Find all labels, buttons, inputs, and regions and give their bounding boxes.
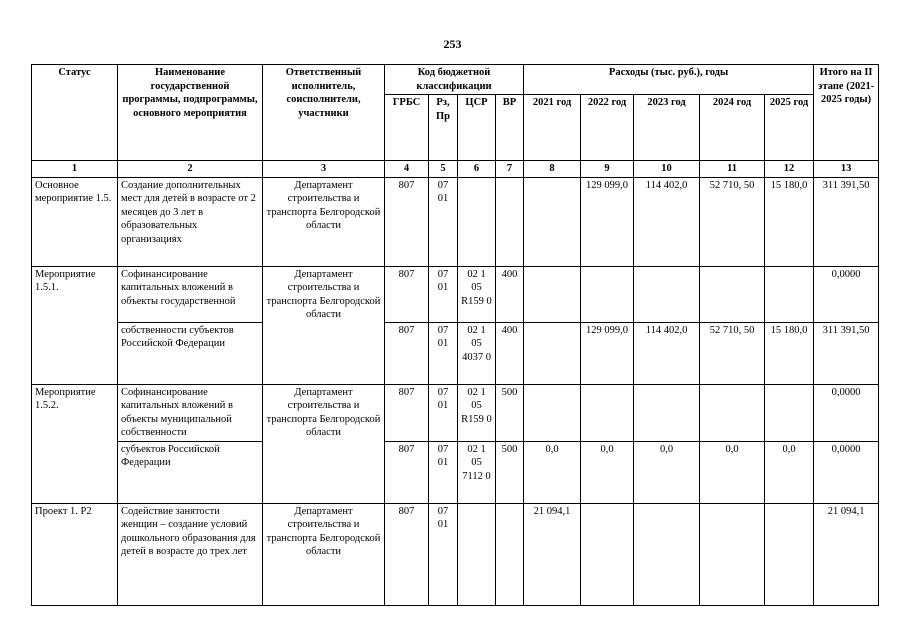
header-2021: 2021 год <box>524 95 581 161</box>
y2025-cell <box>765 384 814 441</box>
rzpr-cell: 07 01 <box>429 177 458 266</box>
name-cell: собственности субъектов Российской Федерации <box>118 322 263 384</box>
y2021-cell <box>524 322 581 384</box>
rzpr-cell: 07 01 <box>429 266 458 322</box>
col-number: 6 <box>458 161 496 178</box>
grbs-cell: 807 <box>385 384 429 441</box>
header-status: Статус <box>32 65 118 161</box>
header-csr: ЦСР <box>458 95 496 161</box>
vr-cell: 500 <box>496 441 524 503</box>
total-cell: 311 391,50 <box>814 177 879 266</box>
col-number: 5 <box>429 161 458 178</box>
rzpr-cell: 07 01 <box>429 322 458 384</box>
executor-cell: Департамент строительства и транспорта Белгородской области <box>263 384 385 503</box>
header-name: Наименование государственной программы, подпрограммы, основного мероприятия <box>118 65 263 161</box>
y2023-cell <box>634 266 700 322</box>
table-row <box>32 441 879 503</box>
y2022-cell <box>581 503 634 605</box>
y2021-cell: 21 094,1 <box>524 503 581 605</box>
col-number: 4 <box>385 161 429 178</box>
total-cell: 0,0000 <box>814 441 879 503</box>
y2024-cell <box>700 384 765 441</box>
vr-cell: 500 <box>496 384 524 441</box>
y2021-cell: 0,0 <box>524 441 581 503</box>
csr-cell: 02 1 05 7112 0 <box>458 441 496 503</box>
grbs-cell: 807 <box>385 177 429 266</box>
header-grbs: ГРБС <box>385 95 429 161</box>
column-number-row <box>32 161 879 178</box>
col-number: 1 <box>32 161 118 178</box>
grbs-cell: 807 <box>385 266 429 322</box>
vr-cell: 400 <box>496 266 524 322</box>
header-expenses: Расходы (тыс. руб.), годы <box>524 65 814 95</box>
table-row <box>32 322 879 384</box>
name-cell: Содействие занятости женщин – создание условий дошкольного образования для детей в возрасте до трех лет <box>118 503 263 605</box>
header-2025: 2025 год <box>765 95 814 161</box>
name-cell: Софинансирование капитальных вложений в объекты муниципальной собственности <box>118 384 263 441</box>
col-number: 9 <box>581 161 634 178</box>
table-row <box>32 384 879 441</box>
y2023-cell <box>634 503 700 605</box>
header-rzpr: Рз, Пр <box>429 95 458 161</box>
y2024-cell: 52 710, 50 <box>700 177 765 266</box>
vr-cell <box>496 503 524 605</box>
y2021-cell <box>524 384 581 441</box>
table-row <box>32 503 879 605</box>
total-cell: 21 094,1 <box>814 503 879 605</box>
y2024-cell: 0,0 <box>700 441 765 503</box>
y2024-cell: 52 710, 50 <box>700 322 765 384</box>
name-cell: субъектов Российской Федерации <box>118 441 263 503</box>
header-total: Итого на II этапе (2021-2025 годы) <box>814 65 879 161</box>
col-number: 2 <box>118 161 263 178</box>
header-budget-code: Код бюджетной классификации <box>385 65 524 95</box>
header-2024: 2024 год <box>700 95 765 161</box>
table-row <box>32 266 879 322</box>
rzpr-cell: 07 01 <box>429 384 458 441</box>
csr-cell <box>458 177 496 266</box>
col-number: 3 <box>263 161 385 178</box>
total-cell: 311 391,50 <box>814 322 879 384</box>
col-number: 12 <box>765 161 814 178</box>
y2022-cell <box>581 384 634 441</box>
y2021-cell <box>524 266 581 322</box>
csr-cell <box>458 503 496 605</box>
status-cell: Мероприятие 1.5.2. <box>32 384 118 503</box>
status-cell: Мероприятие 1.5.1. <box>32 266 118 384</box>
y2024-cell <box>700 266 765 322</box>
csr-cell: 02 1 05 4037 0 <box>458 322 496 384</box>
y2025-cell: 15 180,0 <box>765 322 814 384</box>
y2021-cell <box>524 177 581 266</box>
executor-cell: Департамент строительства и транспорта Белгородской области <box>263 503 385 605</box>
grbs-cell: 807 <box>385 441 429 503</box>
y2022-cell: 129 099,0 <box>581 177 634 266</box>
executor-cell: Департамент строительства и транспорта Белгородской области <box>263 266 385 384</box>
vr-cell: 400 <box>496 322 524 384</box>
y2023-cell: 114 402,0 <box>634 322 700 384</box>
csr-cell: 02 1 05 R159 0 <box>458 384 496 441</box>
rzpr-cell: 07 01 <box>429 441 458 503</box>
y2023-cell: 114 402,0 <box>634 177 700 266</box>
y2024-cell <box>700 503 765 605</box>
header-2023: 2023 год <box>634 95 700 161</box>
total-cell: 0,0000 <box>814 266 879 322</box>
col-number: 13 <box>814 161 879 178</box>
y2025-cell <box>765 503 814 605</box>
header-vr: ВР <box>496 95 524 161</box>
col-number: 11 <box>700 161 765 178</box>
rzpr-cell: 07 01 <box>429 503 458 605</box>
y2025-cell: 15 180,0 <box>765 177 814 266</box>
status-cell: Основное мероприятие 1.5. <box>32 177 118 266</box>
page-number: 253 <box>443 37 462 51</box>
y2025-cell <box>765 266 814 322</box>
y2023-cell <box>634 384 700 441</box>
y2022-cell <box>581 266 634 322</box>
csr-cell: 02 1 05 R159 0 <box>458 266 496 322</box>
col-number: 8 <box>524 161 581 178</box>
header-2022: 2022 год <box>581 95 634 161</box>
col-number: 7 <box>496 161 524 178</box>
table-row <box>32 177 879 266</box>
total-cell: 0,0000 <box>814 384 879 441</box>
y2022-cell: 129 099,0 <box>581 322 634 384</box>
status-cell: Проект 1. Р2 <box>32 503 118 605</box>
header-row <box>32 65 879 95</box>
name-cell: Софинансирование капитальных вложений в объекты государственной <box>118 266 263 322</box>
y2022-cell: 0,0 <box>581 441 634 503</box>
budget-table <box>31 64 879 606</box>
name-cell: Создание дополнительных мест для детей в возрасте от 2 месяцев до 3 лет в образовательных организациях <box>118 177 263 266</box>
vr-cell <box>496 177 524 266</box>
executor-cell: Департамент строительства и транспорта Белгородской области <box>263 177 385 266</box>
grbs-cell: 807 <box>385 503 429 605</box>
grbs-cell: 807 <box>385 322 429 384</box>
col-number: 10 <box>634 161 700 178</box>
y2023-cell: 0,0 <box>634 441 700 503</box>
y2025-cell: 0,0 <box>765 441 814 503</box>
header-executor: Ответственный исполнитель, соисполнители, участники <box>263 65 385 161</box>
